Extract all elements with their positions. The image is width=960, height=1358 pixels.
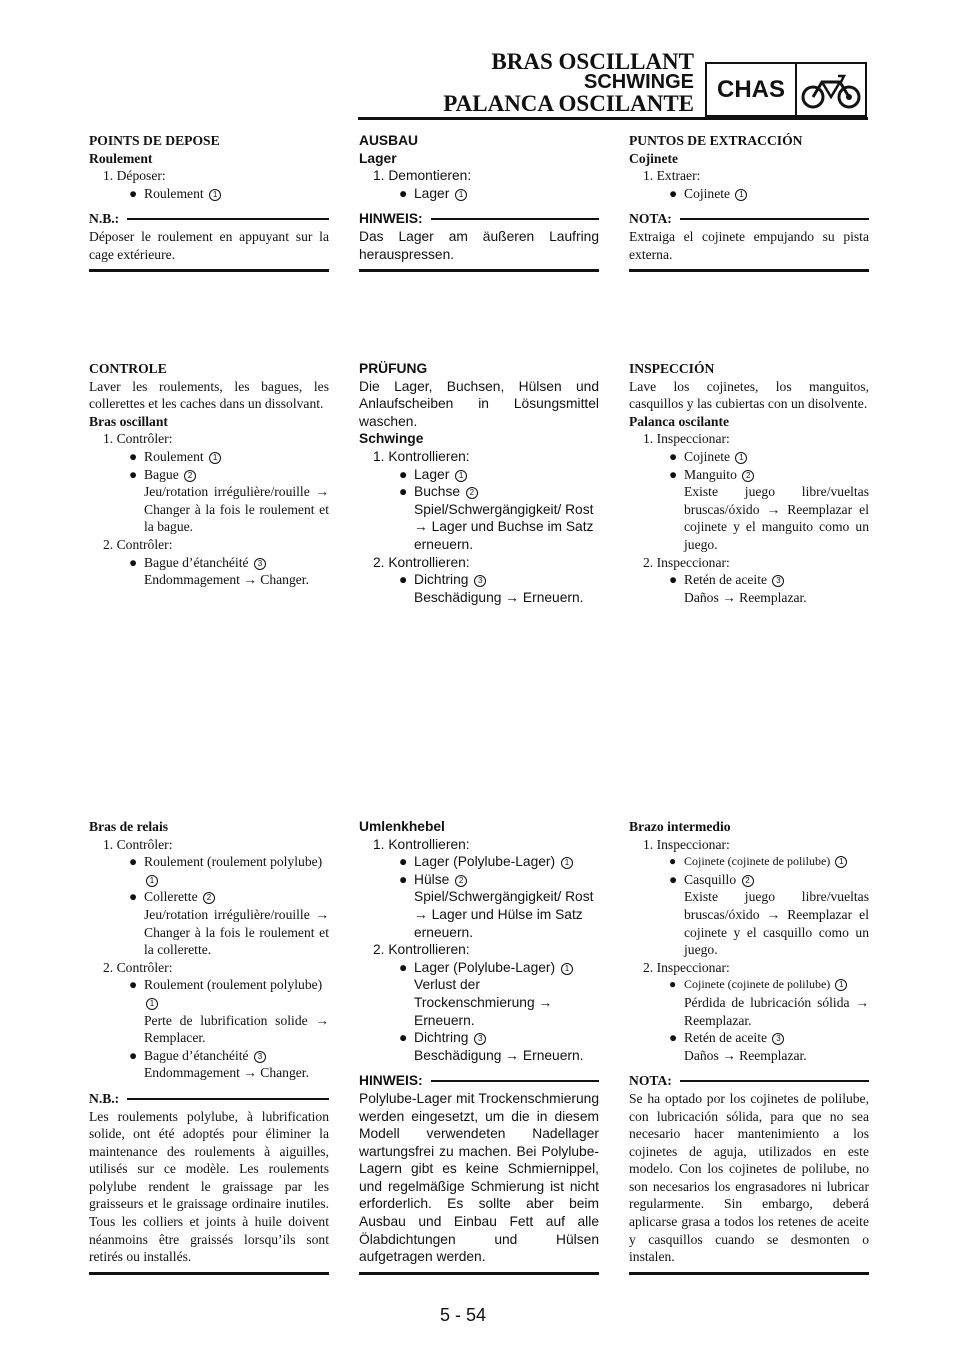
de-relay-item3: ● Lager (Polylube-Lager) 1 <box>359 959 599 977</box>
fr-relay-item4-desc: Endommagement → Changer. <box>144 1065 309 1081</box>
de-relay-item4: ● Dichtring 3 <box>359 1029 599 1047</box>
section-badge <box>705 62 867 117</box>
fr-relay-step2: 2. Contrôler: <box>103 959 173 975</box>
de-note-label: HINWEIS: <box>359 210 599 228</box>
note-end-rule <box>359 1272 599 1275</box>
es-relay-note-label: NOTA: <box>629 1072 869 1090</box>
fr-inspection-step1: 1. Contrôler: <box>103 431 173 447</box>
fr-inspection-item2-desc: Jeu/rotation irrégulière/rouille → Changer à la fois le roulement et la bague. <box>144 484 329 535</box>
es-inspection-intro: Lave los cojinetes, los manguitos, casquillos y las cubiertas con un disolvente. <box>629 378 869 412</box>
fr-relay-step1: 1. Contrôler: <box>103 836 173 852</box>
es-relay-step1: 1. Inspeccionar: <box>643 836 730 852</box>
fr-note-text: Déposer le roulement en appuyant sur la cage extérieure. <box>89 228 329 262</box>
note-end-rule <box>359 269 599 272</box>
motorcycle-icon <box>797 64 865 115</box>
es-relay-item4-desc: Daños → Reemplazar. <box>684 1047 807 1063</box>
de-inspection-step1: 1. Kontrollieren: <box>373 448 470 464</box>
fr-removal-section <box>89 132 329 272</box>
fr-relay-sub: Bras de relais <box>89 819 169 834</box>
es-removal-section <box>629 132 869 272</box>
title-french: BRAS OSCILLANT <box>491 49 694 74</box>
es-note-text: Extraiga el cojinete empujando su pista externa. <box>629 228 869 262</box>
de-relay-arm-section <box>359 818 599 1275</box>
fr-relay-item4: ● Bague d’étanchéité 3 <box>89 1047 329 1065</box>
es-relay-item2-desc: Existe juego libre/vueltas bruscas/óxido → Reemplazar el cojinete y el casquillo como un juego. <box>684 889 869 958</box>
es-note-label: NOTA: <box>629 210 869 228</box>
es-removal-step1: 1. Extraer: <box>643 168 701 184</box>
de-relay-note-text: Polylube-Lager mit Trockenschmierung werden eingesetzt, um die in diesem Modell verwendeten Nadellager wartungsfrei zu machen. Bei Polylube-Lagern gibt es keine Schmiernippel, und regelmäßige Schmierung ist nicht erforderlich. Es sollte aber beim Ausbau und Einbau Fett auf alle Ölabdichtungen und Hülsen aufgetragen werden. <box>359 1090 599 1265</box>
fr-inspection-heading: CONTROLE <box>89 361 167 376</box>
page-number: 5 - 54 <box>440 1305 487 1325</box>
es-inspection-section <box>629 360 869 606</box>
fr-removal-sub: Roulement <box>89 150 153 166</box>
es-relay-item1: ● Cojinete (cojinete de polilube) 1 <box>629 853 869 871</box>
de-inspection-section <box>359 360 599 606</box>
de-removal-sub: Lager <box>359 150 397 166</box>
de-inspection-sub: Schwinge <box>359 431 424 447</box>
es-inspection-item3: ● Retén de aceite 3 <box>629 571 869 589</box>
es-inspection-item2: ● Manguito 2 <box>629 466 869 484</box>
fr-inspection-item2: ● Bague 2 <box>89 466 329 484</box>
es-removal-item1: ● Cojinete 1 <box>629 185 869 203</box>
fr-relay-item3: ● Roulement (roulement polylube) 1 <box>129 977 323 1008</box>
es-relay-item3: ● Cojinete (cojinete de polilube) 1 <box>629 976 869 994</box>
fr-relay-item2: ● Collerette 2 <box>89 888 329 906</box>
de-inspection-item2-desc: Spiel/Schwergängigkeit/ Rost → Lager und Buchse im Satz erneuern. <box>414 501 594 552</box>
title-spanish: PALANCA OSCILANTE <box>443 91 694 116</box>
es-relay-item3-desc: Pérdida de lubricación sólida → Reemplazar. <box>684 994 869 1028</box>
es-inspection-item3-desc: Daños → Reemplazar. <box>684 589 807 605</box>
de-note-text: Das Lager am äußeren Laufring herauspressen. <box>359 228 599 262</box>
note-end-rule <box>89 1272 329 1275</box>
note-end-rule <box>89 269 329 272</box>
note-end-rule <box>629 269 869 272</box>
fr-removal-heading: POINTS DE DEPOSE <box>89 133 220 148</box>
es-removal-heading: PUNTOS DE EXTRACCIÓN <box>629 133 803 148</box>
fr-inspection-sub: Bras oscillant <box>89 413 168 429</box>
de-removal-heading: AUSBAU <box>359 133 419 148</box>
fr-relay-arm-section <box>89 818 329 1275</box>
de-relay-step1: 1. Kontrollieren: <box>373 836 470 852</box>
fr-removal-step1: 1. Déposer: <box>103 168 166 184</box>
fr-inspection-item3-desc: Endommagement → Changer. <box>144 572 309 588</box>
fr-inspection-item3: ● Bague d’étanchéité 3 <box>89 554 329 572</box>
fr-relay-note-label: N.B.: <box>89 1090 329 1108</box>
es-relay-step2: 2. Inspeccionar: <box>643 959 730 975</box>
es-relay-arm-section <box>629 818 869 1275</box>
de-relay-item3-desc: Verlust der Trockenschmierung → Erneuern. <box>414 977 553 1028</box>
de-removal-step1: 1. Demontieren: <box>373 168 472 184</box>
es-relay-sub: Brazo intermedio <box>629 819 731 834</box>
de-removal-item1: ● Lager 1 <box>359 185 599 203</box>
de-inspection-item3-desc: Beschädigung → Erneuern. <box>414 589 584 605</box>
fr-note-label: N.B.: <box>89 210 329 228</box>
badge-label: CHAS <box>707 64 797 115</box>
de-relay-note-label: HINWEIS: <box>359 1072 599 1090</box>
es-relay-item2: ● Casquillo 2 <box>629 871 869 889</box>
fr-inspection-intro: Laver les roulements, les bagues, les collerettes et les caches dans un dissolvant. <box>89 378 329 412</box>
de-relay-item1: ● Lager (Polylube-Lager) 1 <box>359 853 599 871</box>
note-end-rule <box>629 1272 869 1275</box>
de-inspection-item2: ● Buchse 2 <box>359 483 599 501</box>
de-relay-item4-desc: Beschädigung → Erneuern. <box>414 1047 584 1063</box>
fr-inspection-item1: ● Roulement 1 <box>89 448 329 466</box>
de-relay-item2: ● Hülse 2 <box>359 871 599 889</box>
de-inspection-step2: 2. Kontrollieren: <box>373 554 470 570</box>
es-relay-item4: ● Retén de aceite 3 <box>629 1029 869 1047</box>
de-inspection-item1: ● Lager 1 <box>359 466 599 484</box>
es-inspection-step1: 1. Inspeccionar: <box>643 431 730 447</box>
fr-relay-item3-desc: Perte de lubrification solide → Remplacer. <box>144 1012 329 1046</box>
es-relay-note-text: Se ha optado por los cojinetes de polilube, con lubricación sólida, para que no sea necesario hacer mantenimiento a los cojinetes de aguja, utilizados en este modelo. Con los cojinetes de polilube, no son necesarios los engrasadores ni lubricar regularmente. Sin embargo, deberá aplicarse grasa a todos los retenes de aceite y casquillos cuando se desmonten o instalen. <box>629 1090 869 1265</box>
title-german: SCHWINGE <box>584 71 694 93</box>
de-inspection-heading: PRÜFUNG <box>359 361 428 376</box>
es-removal-sub: Cojinete <box>629 150 679 166</box>
es-inspection-item1: ● Cojinete 1 <box>629 448 869 466</box>
de-relay-step2: 2. Kontrollieren: <box>373 942 470 958</box>
fr-removal-item1: ● Roulement 1 <box>89 185 329 203</box>
es-inspection-step2: 2. Inspeccionar: <box>643 554 730 570</box>
fr-inspection-step2: 2. Contrôler: <box>103 536 173 552</box>
es-inspection-heading: INSPECCIÓN <box>629 361 715 376</box>
es-inspection-item2-desc: Existe juego libre/vueltas bruscas/óxido → Reemplazar el cojinete y el manguito como un juego. <box>684 484 869 552</box>
fr-relay-item1: ● Roulement (roulement polylube) 1 <box>129 854 323 885</box>
fr-inspection-section <box>89 360 329 589</box>
de-removal-section <box>359 132 599 272</box>
fr-relay-item2-desc: Jeu/rotation irrégulière/rouille → Changer à la fois le roulement et la collerette. <box>144 906 329 958</box>
de-inspection-item3: ● Dichtring 3 <box>359 571 599 589</box>
de-inspection-intro: Die Lager, Buchsen, Hülsen und Anlaufscheiben in Lösungsmittel waschen. <box>359 378 599 429</box>
de-relay-item2-desc: Spiel/Schwergängigkeit/ Rost → Lager und Hülse im Satz erneuern. <box>414 889 594 940</box>
de-relay-sub: Umlenkhebel <box>359 819 445 834</box>
header-rule <box>358 117 868 120</box>
fr-relay-note-text: Les roulements polylube, à lubrification solide, ont été adoptés pour éliminer la maintenance des roulements à aiguilles, utilisés sur ce modèle. Les roulements polylube rendent le graissage par les graisseurs et le graissage ordinaire inutiles. Tous les colliers et joints à huile doivent néanmoins être graissés lorsqu’ils sont retirés ou installés. <box>89 1108 329 1265</box>
es-inspection-sub: Palanca oscilante <box>629 413 730 429</box>
